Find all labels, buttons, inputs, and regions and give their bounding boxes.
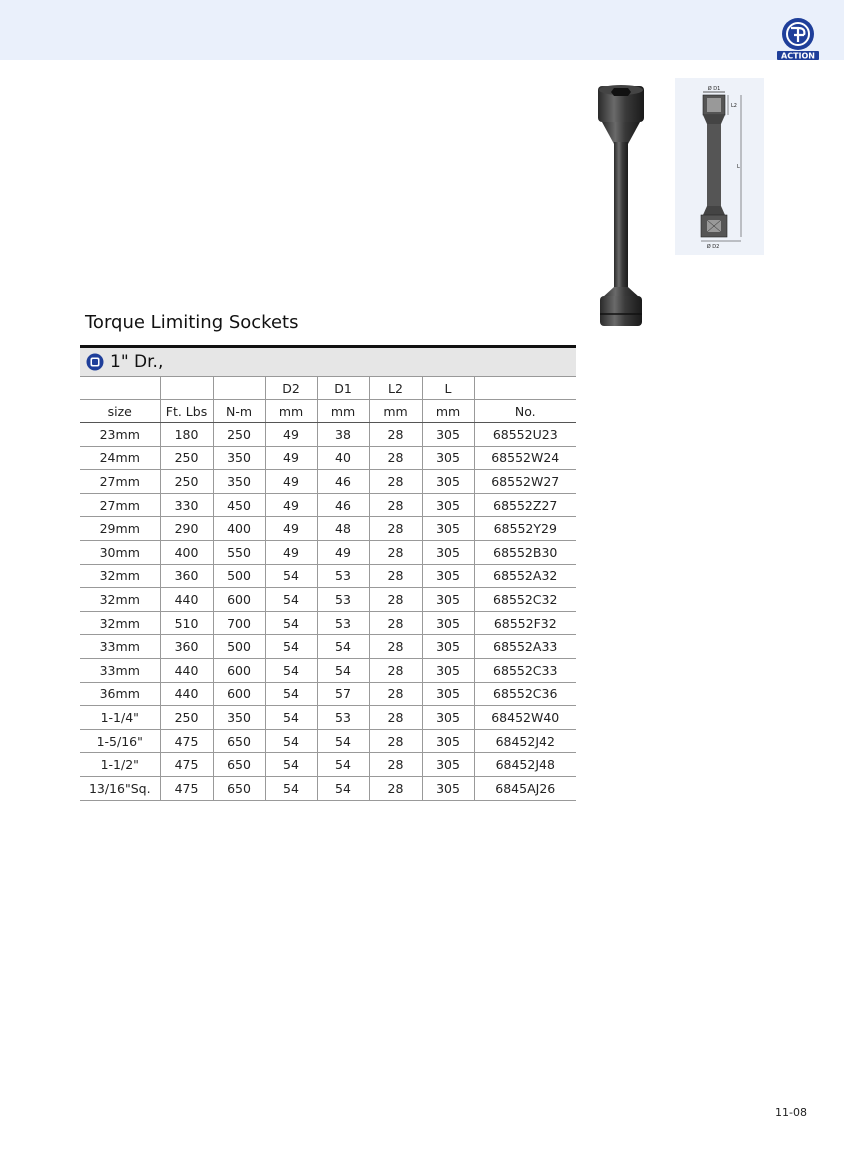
cell-d2: mm xyxy=(265,400,317,423)
cell-d2: 49 xyxy=(265,423,317,447)
cell-d2: 49 xyxy=(265,493,317,517)
cell-n-m: 350 xyxy=(213,446,265,470)
cell-l: 305 xyxy=(422,706,474,730)
cell-d2: 49 xyxy=(265,540,317,564)
cell-size: 29mm xyxy=(80,517,160,541)
cell-ft-lbs: 510 xyxy=(160,611,213,635)
cell-ft-lbs: 440 xyxy=(160,588,213,612)
cell-ft-lbs: 400 xyxy=(160,540,213,564)
cell-n-m: 500 xyxy=(213,564,265,588)
cell-d2: 54 xyxy=(265,635,317,659)
cell-n-m: 600 xyxy=(213,588,265,612)
cell-d1: 54 xyxy=(317,729,369,753)
cell-l: 305 xyxy=(422,753,474,777)
table-row xyxy=(80,753,576,777)
cell-d1: 53 xyxy=(317,611,369,635)
table-row xyxy=(80,682,576,706)
table-row xyxy=(80,517,576,541)
cell-ft-lbs: 290 xyxy=(160,517,213,541)
table-row xyxy=(80,564,576,588)
drive-size-bar xyxy=(80,345,576,377)
cell-l: 305 xyxy=(422,493,474,517)
table-row xyxy=(80,776,576,800)
cell-l: mm xyxy=(422,400,474,423)
cell-d1: 54 xyxy=(317,776,369,800)
cell-size: 33mm xyxy=(80,658,160,682)
cell-d1: 48 xyxy=(317,517,369,541)
cell-ft-lbs: Ft. Lbs xyxy=(160,400,213,423)
table-row xyxy=(80,658,576,682)
table-row xyxy=(80,493,576,517)
label-d2: Ø D2 xyxy=(706,244,720,250)
cell-d1: 54 xyxy=(317,635,369,659)
cell-d2: 54 xyxy=(265,588,317,612)
cell-part-no: 68552W27 xyxy=(474,470,576,494)
cell-n-m: 400 xyxy=(213,517,265,541)
spec-table xyxy=(80,377,576,801)
cell-size: 32mm xyxy=(80,588,160,612)
cell-ft-lbs: 475 xyxy=(160,729,213,753)
cell-ft-lbs: 475 xyxy=(160,753,213,777)
drive-size-label: 1" Dr., xyxy=(110,352,164,372)
table-row xyxy=(80,470,576,494)
cell-n-m: 600 xyxy=(213,658,265,682)
cell-size: 1-5/16" xyxy=(80,729,160,753)
dimension-diagram xyxy=(675,78,764,255)
cell-part-no: 68452J48 xyxy=(474,753,576,777)
cell-d1: 53 xyxy=(317,564,369,588)
cell-ft-lbs: 475 xyxy=(160,776,213,800)
cell-size: 30mm xyxy=(80,540,160,564)
cell-d2: 49 xyxy=(265,517,317,541)
cell-l2: 28 xyxy=(369,564,422,588)
cell-d1: 46 xyxy=(317,470,369,494)
cell-l: 305 xyxy=(422,423,474,447)
cell-part-no: 68452W40 xyxy=(474,706,576,730)
action-logo xyxy=(776,14,822,60)
cell-size: 13/16"Sq. xyxy=(80,776,160,800)
table-row xyxy=(80,706,576,730)
table-row xyxy=(80,446,576,470)
cell-size: 32mm xyxy=(80,611,160,635)
cell-d1: 38 xyxy=(317,423,369,447)
cell-size: 27mm xyxy=(80,493,160,517)
table-row xyxy=(80,588,576,612)
cell-l: 305 xyxy=(422,470,474,494)
header-band xyxy=(0,0,844,60)
cell-part-no: 68552C33 xyxy=(474,658,576,682)
cell-l: L xyxy=(422,377,474,400)
cell-l2: 28 xyxy=(369,588,422,612)
cell-d2: D2 xyxy=(265,377,317,400)
cell-size xyxy=(80,377,160,400)
cell-n-m: 650 xyxy=(213,776,265,800)
cell-d1: mm xyxy=(317,400,369,423)
table-row xyxy=(80,635,576,659)
cell-l: 305 xyxy=(422,776,474,800)
cell-l2: 28 xyxy=(369,611,422,635)
table-row xyxy=(80,611,576,635)
cell-part-no xyxy=(474,377,576,400)
cell-part-no: 68552B30 xyxy=(474,540,576,564)
cell-l2: 28 xyxy=(369,446,422,470)
cell-d1: 57 xyxy=(317,682,369,706)
cell-d2: 54 xyxy=(265,706,317,730)
cell-l: 305 xyxy=(422,446,474,470)
logo-text: ACTION xyxy=(781,51,815,60)
cell-l2: 28 xyxy=(369,682,422,706)
table-row xyxy=(80,423,576,447)
cell-l2: 28 xyxy=(369,658,422,682)
cell-n-m xyxy=(213,377,265,400)
cell-ft-lbs: 360 xyxy=(160,564,213,588)
cell-l2: 28 xyxy=(369,706,422,730)
cell-l2: mm xyxy=(369,400,422,423)
header-row-units xyxy=(80,400,576,423)
cell-l: 305 xyxy=(422,517,474,541)
cell-l: 305 xyxy=(422,588,474,612)
cell-size: 24mm xyxy=(80,446,160,470)
table-row xyxy=(80,729,576,753)
cell-ft-lbs: 440 xyxy=(160,682,213,706)
cell-part-no: 68552C32 xyxy=(474,588,576,612)
cell-l2: 28 xyxy=(369,470,422,494)
cell-n-m: 650 xyxy=(213,729,265,753)
cell-l2: 28 xyxy=(369,635,422,659)
cell-l2: 28 xyxy=(369,493,422,517)
cell-part-no: 68452J42 xyxy=(474,729,576,753)
cell-n-m: N-m xyxy=(213,400,265,423)
cell-n-m: 450 xyxy=(213,493,265,517)
cell-l: 305 xyxy=(422,540,474,564)
cell-size: 36mm xyxy=(80,682,160,706)
page-number: 11-08 xyxy=(775,1106,807,1119)
cell-size: size xyxy=(80,400,160,423)
cell-n-m: 650 xyxy=(213,753,265,777)
cell-ft-lbs: 180 xyxy=(160,423,213,447)
cell-size: 1-1/2" xyxy=(80,753,160,777)
cell-l2: 28 xyxy=(369,540,422,564)
cell-part-no: 68552C36 xyxy=(474,682,576,706)
cell-n-m: 500 xyxy=(213,635,265,659)
cell-d1: 49 xyxy=(317,540,369,564)
cell-part-no: 68552W24 xyxy=(474,446,576,470)
cell-ft-lbs: 440 xyxy=(160,658,213,682)
cell-part-no: 68552F32 xyxy=(474,611,576,635)
label-l: L xyxy=(737,164,740,170)
cell-d2: 54 xyxy=(265,776,317,800)
cell-part-no: 68552Y29 xyxy=(474,517,576,541)
cell-d1: 46 xyxy=(317,493,369,517)
cell-ft-lbs: 250 xyxy=(160,470,213,494)
cell-d1: 53 xyxy=(317,706,369,730)
cell-ft-lbs: 250 xyxy=(160,446,213,470)
cell-d2: 54 xyxy=(265,611,317,635)
cell-l2: 28 xyxy=(369,517,422,541)
cell-d2: 49 xyxy=(265,470,317,494)
cell-part-no: 68552U23 xyxy=(474,423,576,447)
cell-l2: 28 xyxy=(369,729,422,753)
cell-l2: L2 xyxy=(369,377,422,400)
cell-part-no: 68552Z27 xyxy=(474,493,576,517)
label-d1: Ø D1 xyxy=(707,86,721,92)
cell-l: 305 xyxy=(422,635,474,659)
square-drive-icon xyxy=(86,353,104,371)
cell-d1: 54 xyxy=(317,658,369,682)
cell-d1: 54 xyxy=(317,753,369,777)
cell-part-no: No. xyxy=(474,400,576,423)
cell-d2: 49 xyxy=(265,446,317,470)
cell-part-no: 68552A32 xyxy=(474,564,576,588)
cell-d1: 53 xyxy=(317,588,369,612)
cell-l: 305 xyxy=(422,564,474,588)
torque-socket-photo xyxy=(590,82,650,332)
cell-l2: 28 xyxy=(369,753,422,777)
cell-ft-lbs: 360 xyxy=(160,635,213,659)
page-title: Torque Limiting Sockets xyxy=(85,312,299,333)
cell-d2: 54 xyxy=(265,658,317,682)
cell-size: 33mm xyxy=(80,635,160,659)
cell-l: 305 xyxy=(422,682,474,706)
cell-d1: 40 xyxy=(317,446,369,470)
cell-d2: 54 xyxy=(265,753,317,777)
cell-ft-lbs xyxy=(160,377,213,400)
cell-part-no: 68552A33 xyxy=(474,635,576,659)
cell-d2: 54 xyxy=(265,682,317,706)
cell-l: 305 xyxy=(422,658,474,682)
cell-l: 305 xyxy=(422,611,474,635)
cell-ft-lbs: 250 xyxy=(160,706,213,730)
cell-size: 27mm xyxy=(80,470,160,494)
spec-table-section xyxy=(80,345,576,801)
label-l2: L2 xyxy=(731,103,737,109)
table-row xyxy=(80,540,576,564)
cell-size: 32mm xyxy=(80,564,160,588)
cell-d1: D1 xyxy=(317,377,369,400)
cell-n-m: 350 xyxy=(213,470,265,494)
cell-d2: 54 xyxy=(265,564,317,588)
cell-ft-lbs: 330 xyxy=(160,493,213,517)
cell-n-m: 350 xyxy=(213,706,265,730)
cell-size: 1-1/4" xyxy=(80,706,160,730)
cell-d2: 54 xyxy=(265,729,317,753)
cell-part-no: 6845AJ26 xyxy=(474,776,576,800)
cell-n-m: 700 xyxy=(213,611,265,635)
cell-l2: 28 xyxy=(369,423,422,447)
cell-n-m: 550 xyxy=(213,540,265,564)
cell-n-m: 250 xyxy=(213,423,265,447)
cell-size: 23mm xyxy=(80,423,160,447)
cell-l2: 28 xyxy=(369,776,422,800)
header-row-dimensions xyxy=(80,377,576,400)
cell-l: 305 xyxy=(422,729,474,753)
cell-n-m: 600 xyxy=(213,682,265,706)
